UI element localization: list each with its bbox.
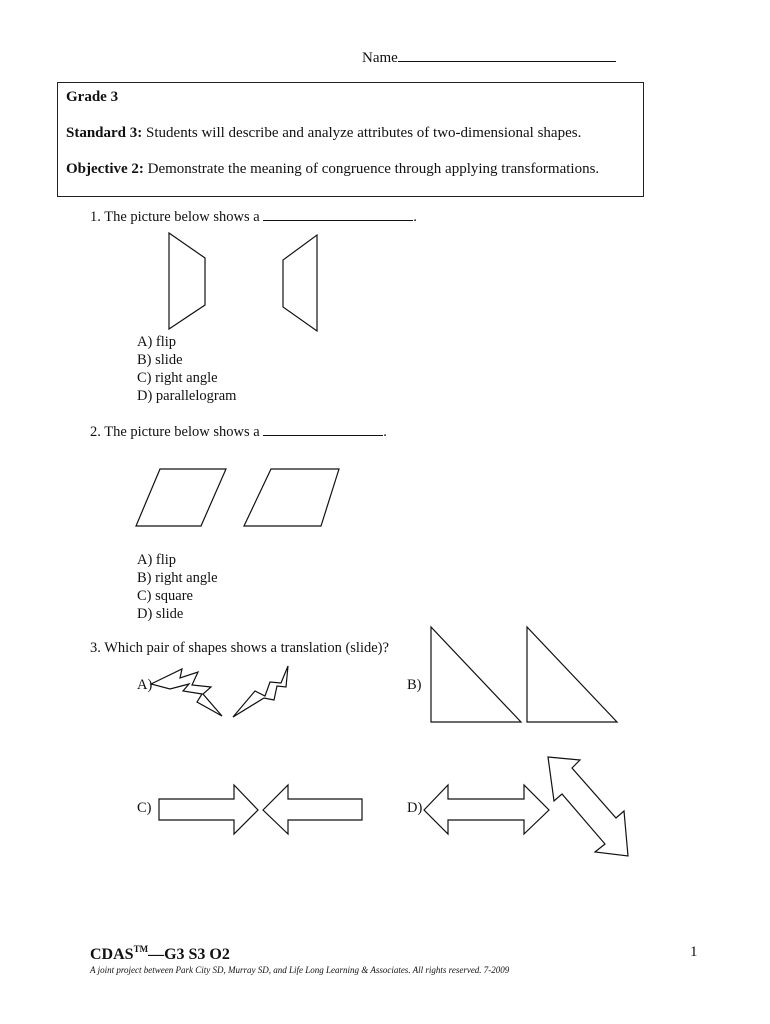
q1-option-c[interactable]: C) right angle (137, 370, 218, 386)
q3-choice-d-label[interactable]: D) (407, 800, 423, 816)
question-1-prompt: 1. The picture below shows a . (90, 209, 417, 225)
standard-label: Standard 3: (66, 125, 143, 141)
answer-blank-1[interactable] (263, 208, 413, 221)
question-3-prompt: 3. Which pair of shapes shows a translation (slide)? (90, 640, 389, 656)
trapezoid-right (282, 234, 322, 332)
objective-line (66, 161, 599, 178)
q2-option-b[interactable]: B) right angle (137, 570, 218, 586)
parallelogram-left (135, 468, 229, 528)
double-arrow-horizontal (423, 784, 551, 836)
question-2-options (137, 551, 218, 623)
right-triangle-right (526, 626, 620, 724)
name-blank[interactable] (398, 47, 616, 62)
footer-note: A joint project between Park City SD, Murray SD, and Life Long Learning & Associates. All rights reserved. 7-2009 (90, 965, 510, 975)
answer-blank-2[interactable] (263, 423, 383, 436)
name-label: Name (362, 50, 398, 66)
footer-code: CDAS™—G3 S3 O2 (90, 944, 230, 963)
q1-option-a[interactable]: A) flip (137, 334, 177, 350)
right-triangle-left (430, 626, 524, 724)
objective-label: Objective 2: (66, 161, 144, 177)
q2-option-a[interactable]: A) flip (137, 552, 177, 568)
q1-option-d[interactable]: D) parallelogram (137, 388, 237, 404)
name-field[interactable] (362, 47, 616, 67)
q3-choice-c-label[interactable]: C) (137, 800, 152, 816)
standard-line (66, 125, 581, 142)
q2-option-d[interactable]: D) slide (137, 606, 184, 622)
grade-heading: Grade 3 (66, 89, 119, 105)
trapezoid-left (168, 232, 208, 330)
double-arrow-diagonal (540, 756, 632, 860)
question-2-prompt: 2. The picture below shows a . (90, 424, 387, 440)
objective-box (57, 82, 644, 197)
page-number: 1 (690, 944, 698, 960)
parallelogram-right (243, 468, 341, 528)
q1-option-b[interactable]: B) slide (137, 352, 183, 368)
lightning-bolt-left (148, 668, 226, 720)
q2-option-c[interactable]: C) square (137, 588, 193, 604)
objective-text: Demonstrate the meaning of congruence through applying transformations. (143, 161, 600, 177)
q3-choice-a-label[interactable]: A) (137, 677, 153, 693)
question-1-options (137, 333, 236, 405)
q3-choice-b-label[interactable]: B) (407, 677, 422, 693)
arrow-left (262, 784, 364, 836)
standard-text: Students will describe and analyze attributes of two-dimensional shapes. (142, 125, 582, 141)
lightning-bolt-right (230, 664, 292, 720)
arrow-right (158, 784, 260, 836)
